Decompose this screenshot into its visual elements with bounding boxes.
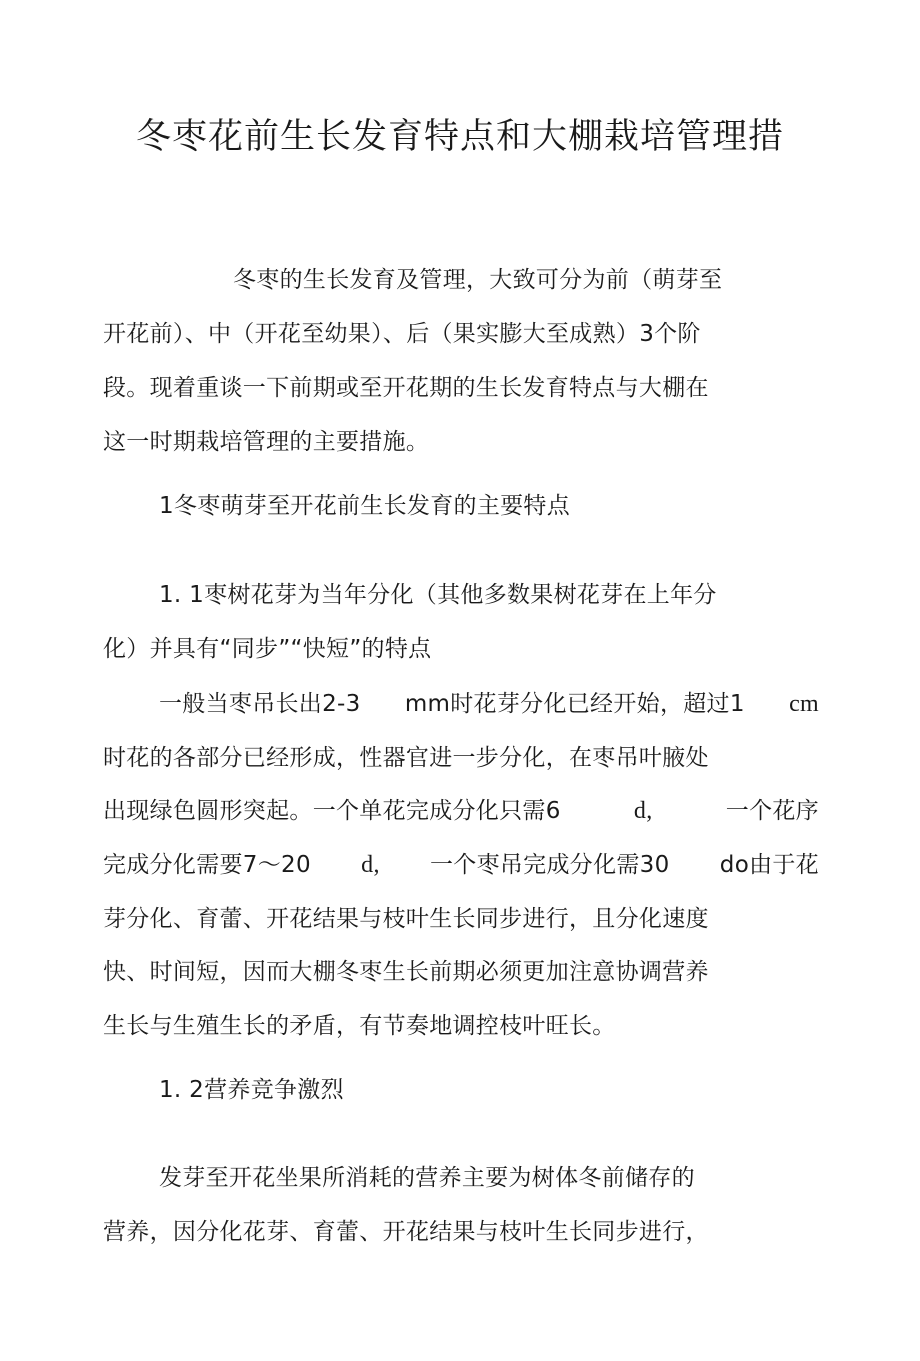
text-segment: d, [361,852,380,878]
text-segment: cm [789,691,819,717]
intro-line-2: 开花前）、中（开花至幼果）、后（果实膨大至成熟）3个阶 [103,321,701,347]
text-segment: do由于花 [719,852,819,878]
text-segment: mm时花芽分化已经开始，超过1 [404,691,745,717]
intro-line-1: 冬枣的生长发育及管理，大致可分为前（萌芽至 [233,267,723,293]
section-1-heading: 1冬枣萌芽至开花前生长发育的主要特点 [159,493,571,519]
intro-line-4: 这一时期栽培管理的主要措施。 [103,429,430,455]
text-segment: 一般当枣吊长出2-3 [159,691,361,717]
document-title: 冬枣花前生长发育特点和大棚栽培管理措 [135,117,784,158]
section-1-1-paragraph-line-2: 时花的各部分已经形成，性器官进一步分化，在枣吊叶腋处 [103,745,709,771]
text-segment: 完成分化需要7～20 [103,852,311,878]
section-1-1-paragraph-line-7: 生长与生殖生长的矛盾，有节奏地调控枝叶旺长。 [103,1013,616,1039]
text-segment: 出现绿色圆形突起。一个单花完成分化只需6 [103,798,561,824]
section-1-1-paragraph-line-6: 快、时间短，因而大棚冬枣生长前期必须更加注意协调营养 [103,959,709,985]
section-1-1-paragraph-line-5: 芽分化、育蕾、开花结果与枝叶生长同步进行，且分化速度 [103,906,709,932]
section-1-1-paragraph-line-1 [159,689,819,719]
section-1-1-heading-line-2: 化）并具有“同步”“快短”的特点 [103,636,432,662]
intro-line-3: 段。现着重谈一下前期或至开花期的生长发育特点与大棚在 [103,375,709,401]
section-1-1-paragraph-line-4 [103,850,819,880]
section-1-1-paragraph-line-3 [103,796,819,826]
text-segment: d, [633,798,653,824]
text-segment: 一个花序 [725,798,819,824]
section-1-1-heading-line-1: 1. 1枣树花芽为当年分化（其他多数果树花芽在上年分 [159,582,717,608]
section-1-2-paragraph-line-1: 发芽至开花坐果所消耗的营养主要为树体冬前储存的 [159,1165,695,1191]
text-segment: 一个枣吊完成分化需30 [429,852,670,878]
section-1-2-heading: 1. 2营养竞争激烈 [159,1077,344,1103]
section-1-2-paragraph-line-2: 营养，因分化花芽、育蕾、开花结果与枝叶生长同步进行， [103,1219,709,1245]
